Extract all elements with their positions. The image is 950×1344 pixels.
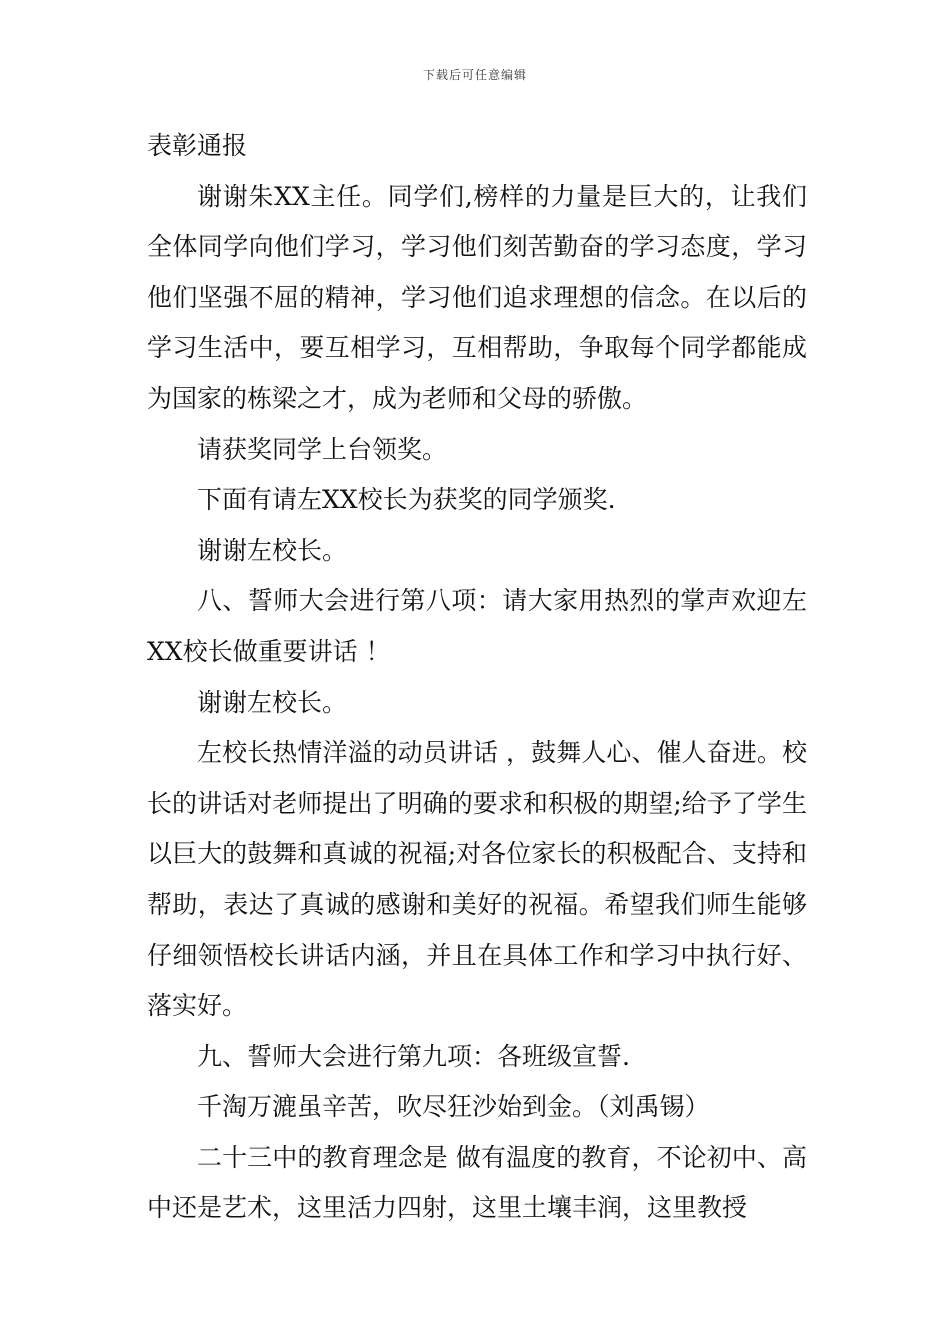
paragraph: 谢谢左校长。 <box>197 535 348 565</box>
paragraph: 八、誓师大会进行第八项：请大家用热烈的掌声欢迎左XX校长做重要讲话 ！ <box>147 586 807 666</box>
paragraph: 请获奖同学上台领奖。 <box>197 434 448 464</box>
document-body <box>147 121 807 1234</box>
paragraph: 谢谢朱XX主任。同学们,榜样的力量是巨大的，让我们全体同学向他们学习，学习他们刻苦勤奋的学习态度，学习他们坚强不屈的精神，学习他们追求理想的信念。在以后的学习生活中，要互相学习，互相帮助，争取每个同学都能成为国家的栋梁之才，成为老师和父母的骄傲。 <box>147 181 807 413</box>
section-heading: 表彰通报 <box>147 131 248 160</box>
paragraph: 左校长热情洋溢的动员讲话 ，鼓舞人心、催人奋进。校长的讲话对老师提出了明确的要求和积极的期望;给予了学生以巨大的鼓舞和真诚的祝福;对各位家长的积极配合、支持和帮助，表达了真诚的感谢和美好的祝福。希望我们师生能够仔细领悟校长讲话内涵，并且在具体工作和学习中执行好、落实好。 <box>147 738 807 1021</box>
paragraph: 谢谢左校长。 <box>197 687 348 717</box>
paragraph: 千淘万漉虽辛苦，吹尽狂沙始到金。（刘禹锡） <box>197 1092 710 1122</box>
page-header-note: 下载后可任意编辑 <box>422 68 527 82</box>
paragraph: 下面有请左XX校长为获奖的同学颁奖. <box>197 485 616 515</box>
paragraph: 二十三中的教育理念是 做有温度的教育，不论初中、高中还是艺术，这里活力四射，这里土壤丰润，这里教授 <box>147 1142 807 1223</box>
paragraph: 九、誓师大会进行第九项：各班级宣誓. <box>197 1041 630 1071</box>
